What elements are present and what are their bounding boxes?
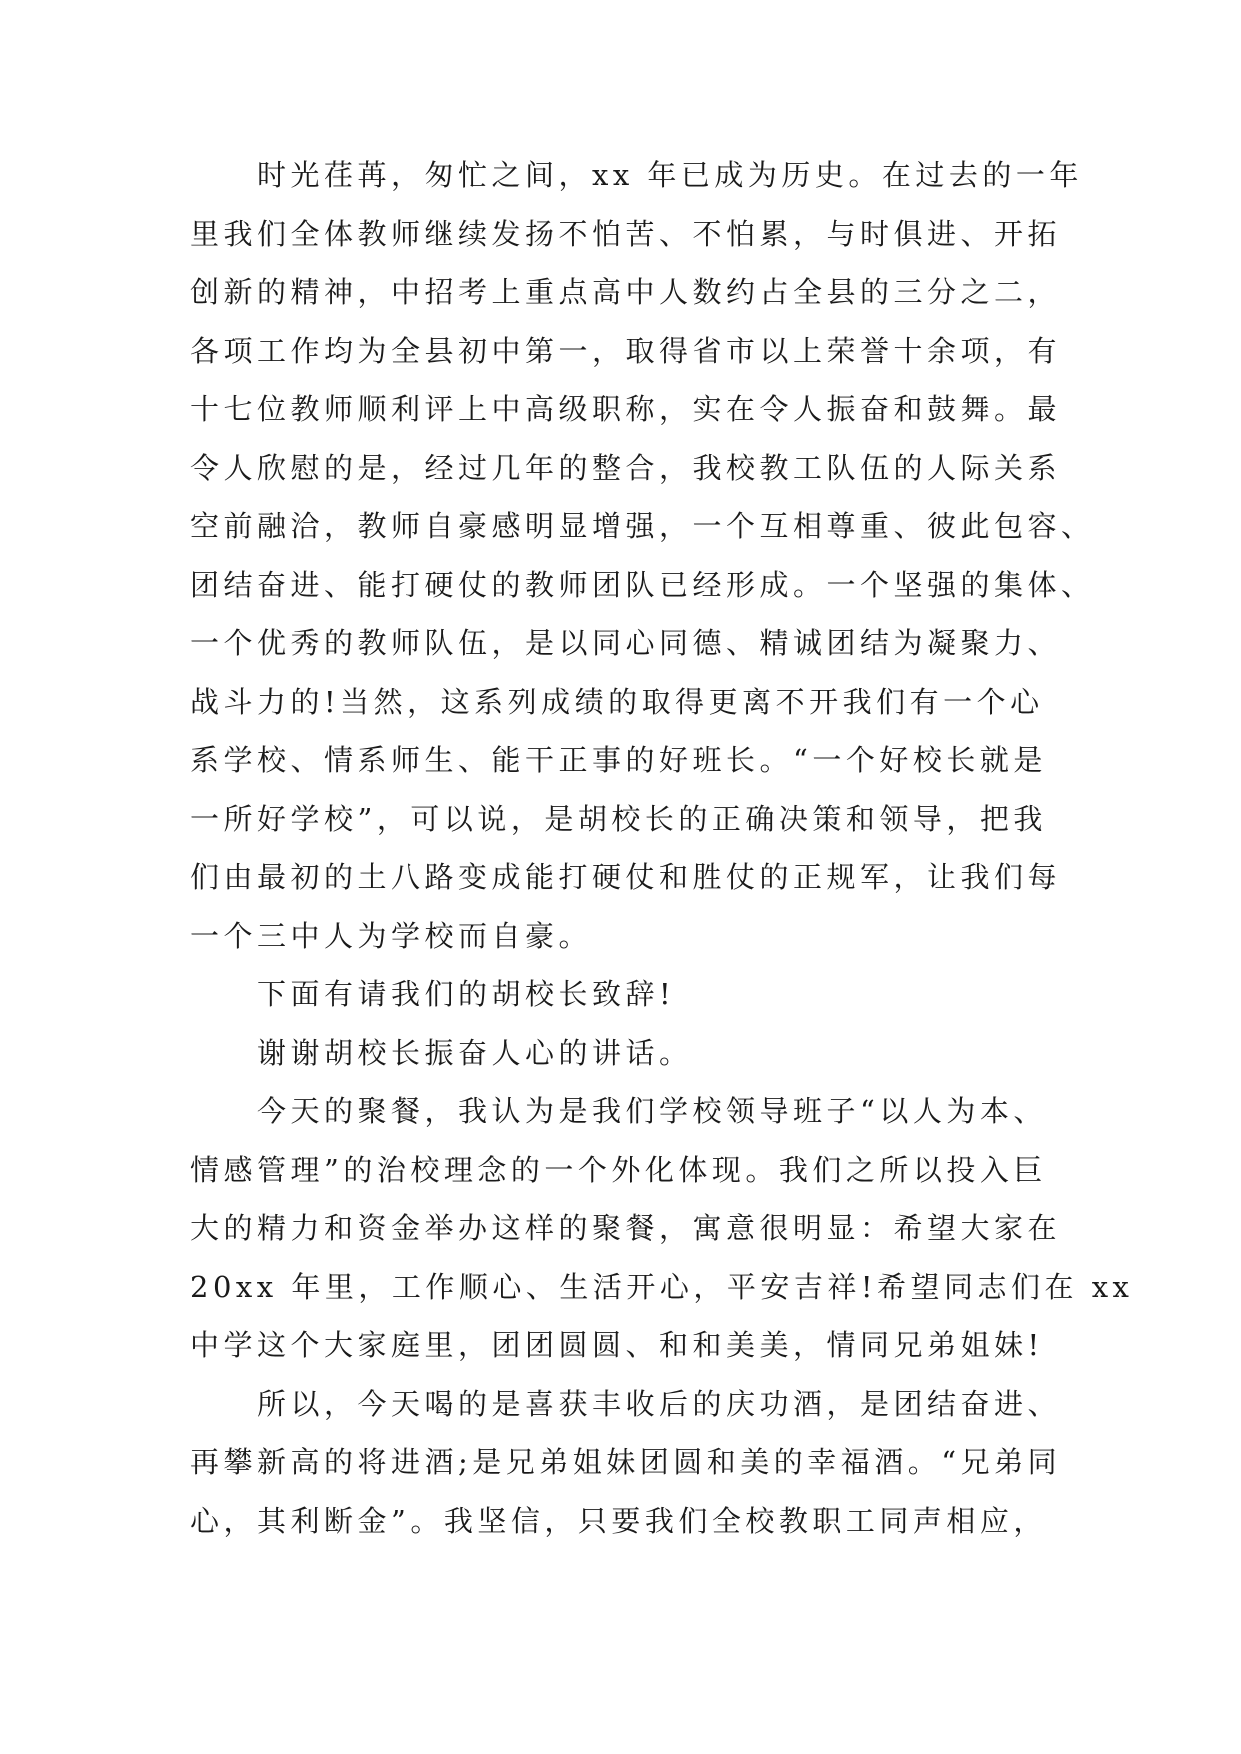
text-line: 20xx 年里，工作顺心、生活开心，平安吉祥!希望同志们在 xx xyxy=(190,1269,1134,1304)
text-line: 再攀新高的将进酒;是兄弟姐妹团圆和美的幸福酒。“兄弟同 xyxy=(190,1445,1062,1479)
text-line: 令人欣慰的是，经过几年的整合，我校教工队伍的人际关系 xyxy=(190,450,1062,485)
text-line: 各项工作均为全县初中第一，取得省市以上荣誉十余项，有 xyxy=(190,333,1062,368)
text-line: 所以，今天喝的是喜获丰收后的庆功酒，是团结奋进、 xyxy=(257,1386,1062,1421)
text-line: 大的精力和资金举办这样的聚餐，寓意很明显：希望大家在 xyxy=(190,1211,1062,1245)
text-line: 今天的聚餐，我认为是我们学校领导班子“以人为本、 xyxy=(257,1094,1047,1128)
text-line: 战斗力的!当然，这系列成绩的取得更离不开我们有一个心 xyxy=(190,684,1044,719)
text-line: 一所好学校”，可以说，是胡校长的正确决策和领导，把我 xyxy=(190,801,1047,836)
text-line: 谢谢胡校长振奋人心的讲话。 xyxy=(257,1035,693,1070)
text-line: 中学这个大家庭里，团团圆圆、和和美美，情同兄弟姐妹! xyxy=(190,1328,1044,1362)
text-line: 时光荏苒，匆忙之间，xx 年已成为历史。在过去的一年 xyxy=(257,158,1083,192)
document-page xyxy=(190,146,1134,1550)
text-line: 心，其利断金”。我坚信，只要我们全校教职工同声相应， xyxy=(190,1503,1047,1538)
text-line: 团结奋进、能打硬仗的教师团队已经形成。一个坚强的集体、 xyxy=(190,567,1095,602)
text-line: 情感管理”的治校理念的一个外化体现。我们之所以投入巨 xyxy=(190,1152,1047,1187)
text-line: 们由最初的土八路变成能打硬仗和胜仗的正规军，让我们每 xyxy=(190,860,1062,894)
text-line: 系学校、情系师生、能干正事的好班长。“一个好校长就是 xyxy=(190,743,1047,777)
text-line: 里我们全体教师继续发扬不怕苦、不怕累，与时俱进、开拓 xyxy=(190,216,1062,251)
text-line: 创新的精神，中招考上重点高中人数约占全县的三分之二， xyxy=(190,275,1062,309)
text-line: 空前融洽，教师自豪感明显增强，一个互相尊重、彼此包容、 xyxy=(190,509,1095,543)
text-line: 一个三中人为学校而自豪。 xyxy=(190,918,593,953)
text-line: 十七位教师顺利评上中高级职称，实在令人振奋和鼓舞。最 xyxy=(190,392,1062,426)
text-line: 一个优秀的教师队伍，是以同心同德、精诚团结为凝聚力、 xyxy=(190,626,1062,660)
text-line: 下面有请我们的胡校长致辞! xyxy=(257,977,676,1011)
